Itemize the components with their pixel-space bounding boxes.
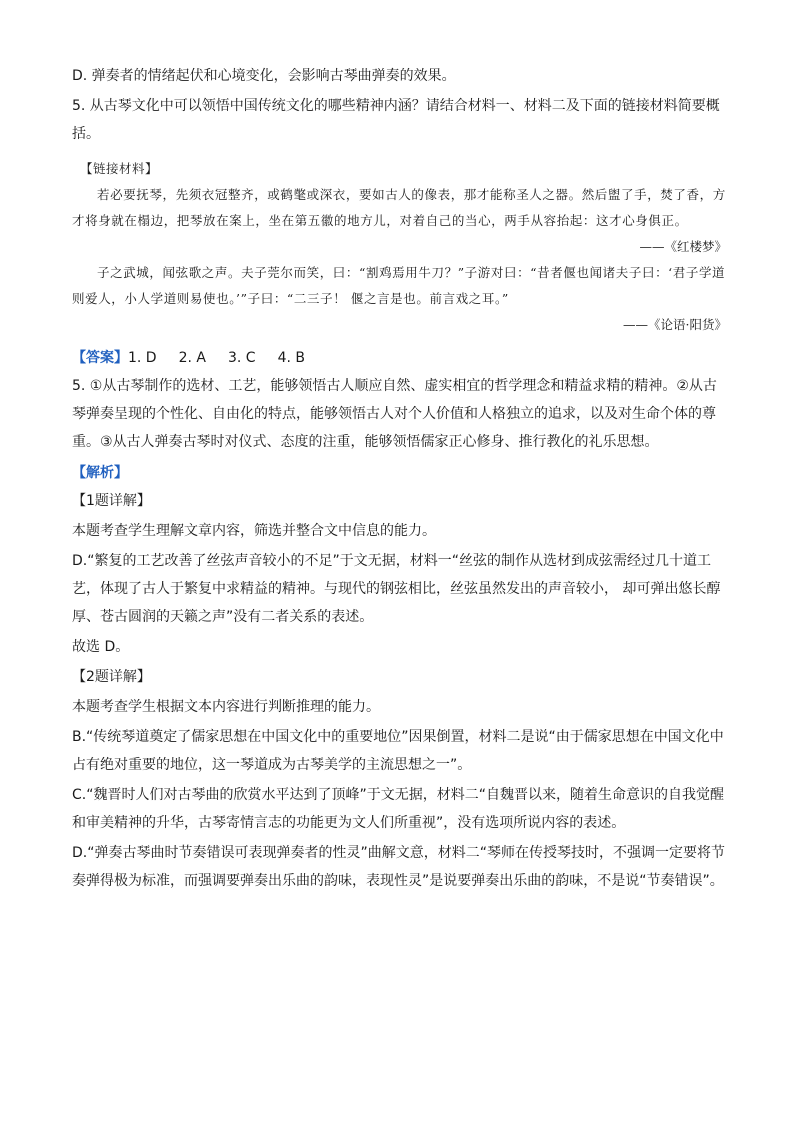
link-material-title: 【链接材料】 [80,161,159,176]
document-page [72,62,727,895]
question-5: 5. 从古琴文化中可以领悟中国传统文化的哪些精神内涵？请结合材料一、材料二及下面的链接材料简要概括。 [72,98,720,142]
answer-q5: 5. ①从古琴制作的选材、工艺，能够领悟古人顺应自然、虚实相宜的哲学理念和精益求精的精神。②从古琴弹奏呈现的个性化、自由化的特点，能够领悟古人对个人价值和人格独立的追求，以及对生命个体的尊重。③从古人弹奏古琴时对仪式、态度的注重，能够领悟儒家正心修身、推行教化的礼乐思想。 [72,378,717,450]
answer-row [72,344,727,372]
quote-honglou: 若必要抚琴，先须衣冠整齐，或鹤氅或深衣，要如古人的像表，那才能称圣人之器。然后盥了手，焚了香，方才将身就在榻边，把琴放在案上，坐在第五徽的地方儿，对着自己的当心，两手从容抬起：这才心身俱正。 [72,187,726,228]
q2-option-d: D.“弹奏古琴曲时节奏错误可表现弹奏者的性灵”曲解文意，材料二“琴师在传授琴技时，不强调一定要将节奏弹得极为标准，而强调要弹奏出乐曲的韵味，表现性灵”是说要弹奏出乐曲的韵味，不是说“节奏错误”。 [72,845,725,889]
q2-option-b: B.“传统琴道奠定了儒家思想在中国文化中的重要地位”因果倒置，材料二是说“由于儒家思想在中国文化中占有绝对重要的地位，这一琴道成为古琴美学的主流思想之一”。 [72,729,724,773]
quote-lunyu: 子之武城，闻弦歌之声。夫子莞尔而笑，曰：“割鸡焉用牛刀？”子游对曰：“昔者偃也闻诸夫子曰：‘君子学道则爱人，小人学道则易使也。’”子曰：“二三子！ 偃之言是也。前言戏之耳。” [72,265,726,306]
answer-item: 1. D [128,350,157,366]
source-lunyu: ——《论语·阳货》 [623,317,727,332]
answer-label: 【答案】 [72,350,128,366]
q2-option-c: C.“魏晋时人们对古琴曲的欣赏水平达到了顶峰”于文无据，材料二“自魏晋以来，随着生命意识的自我觉醒和审美精神的升华，古琴寄情言志的功能更为文人们所重视”，没有选项所说内容的表述。 [72,787,724,831]
answer-item: 3. C [227,350,256,366]
q1-intro: 本题考查学生理解文章内容，筛选并整合文中信息的能力。 [72,523,436,539]
q1-option-d: D.“繁复的工艺改善了丝弦声音较小的不足”于文无据，材料一“丝弦的制作从选材到成弦需经过几十道工艺，体现了古人于繁复中求精益的精神。与现代的钢弦相比，丝弦虽然发出的声音较小， 却可弹出悠长醇厚、苍古圆润的天籁之声”没有二者关系的表述。 [72,553,721,625]
q2-detail-title: 【2题详解】 [72,669,151,685]
answer-item: 2. A [178,350,206,366]
q1-choice: 故选 D。 [72,639,130,655]
q1-detail-title: 【1题详解】 [72,493,151,509]
answer-item: 4. B [277,350,305,366]
option-d-line: D. 弹奏者的情绪起伏和心境变化，会影响古琴曲弹奏的效果。 [72,68,456,84]
q2-intro: 本题考查学生根据文本内容进行判断推理的能力。 [72,699,380,715]
analysis-label: 【解析】 [72,465,128,481]
source-honglou: ——《红楼梦》 [639,239,727,254]
